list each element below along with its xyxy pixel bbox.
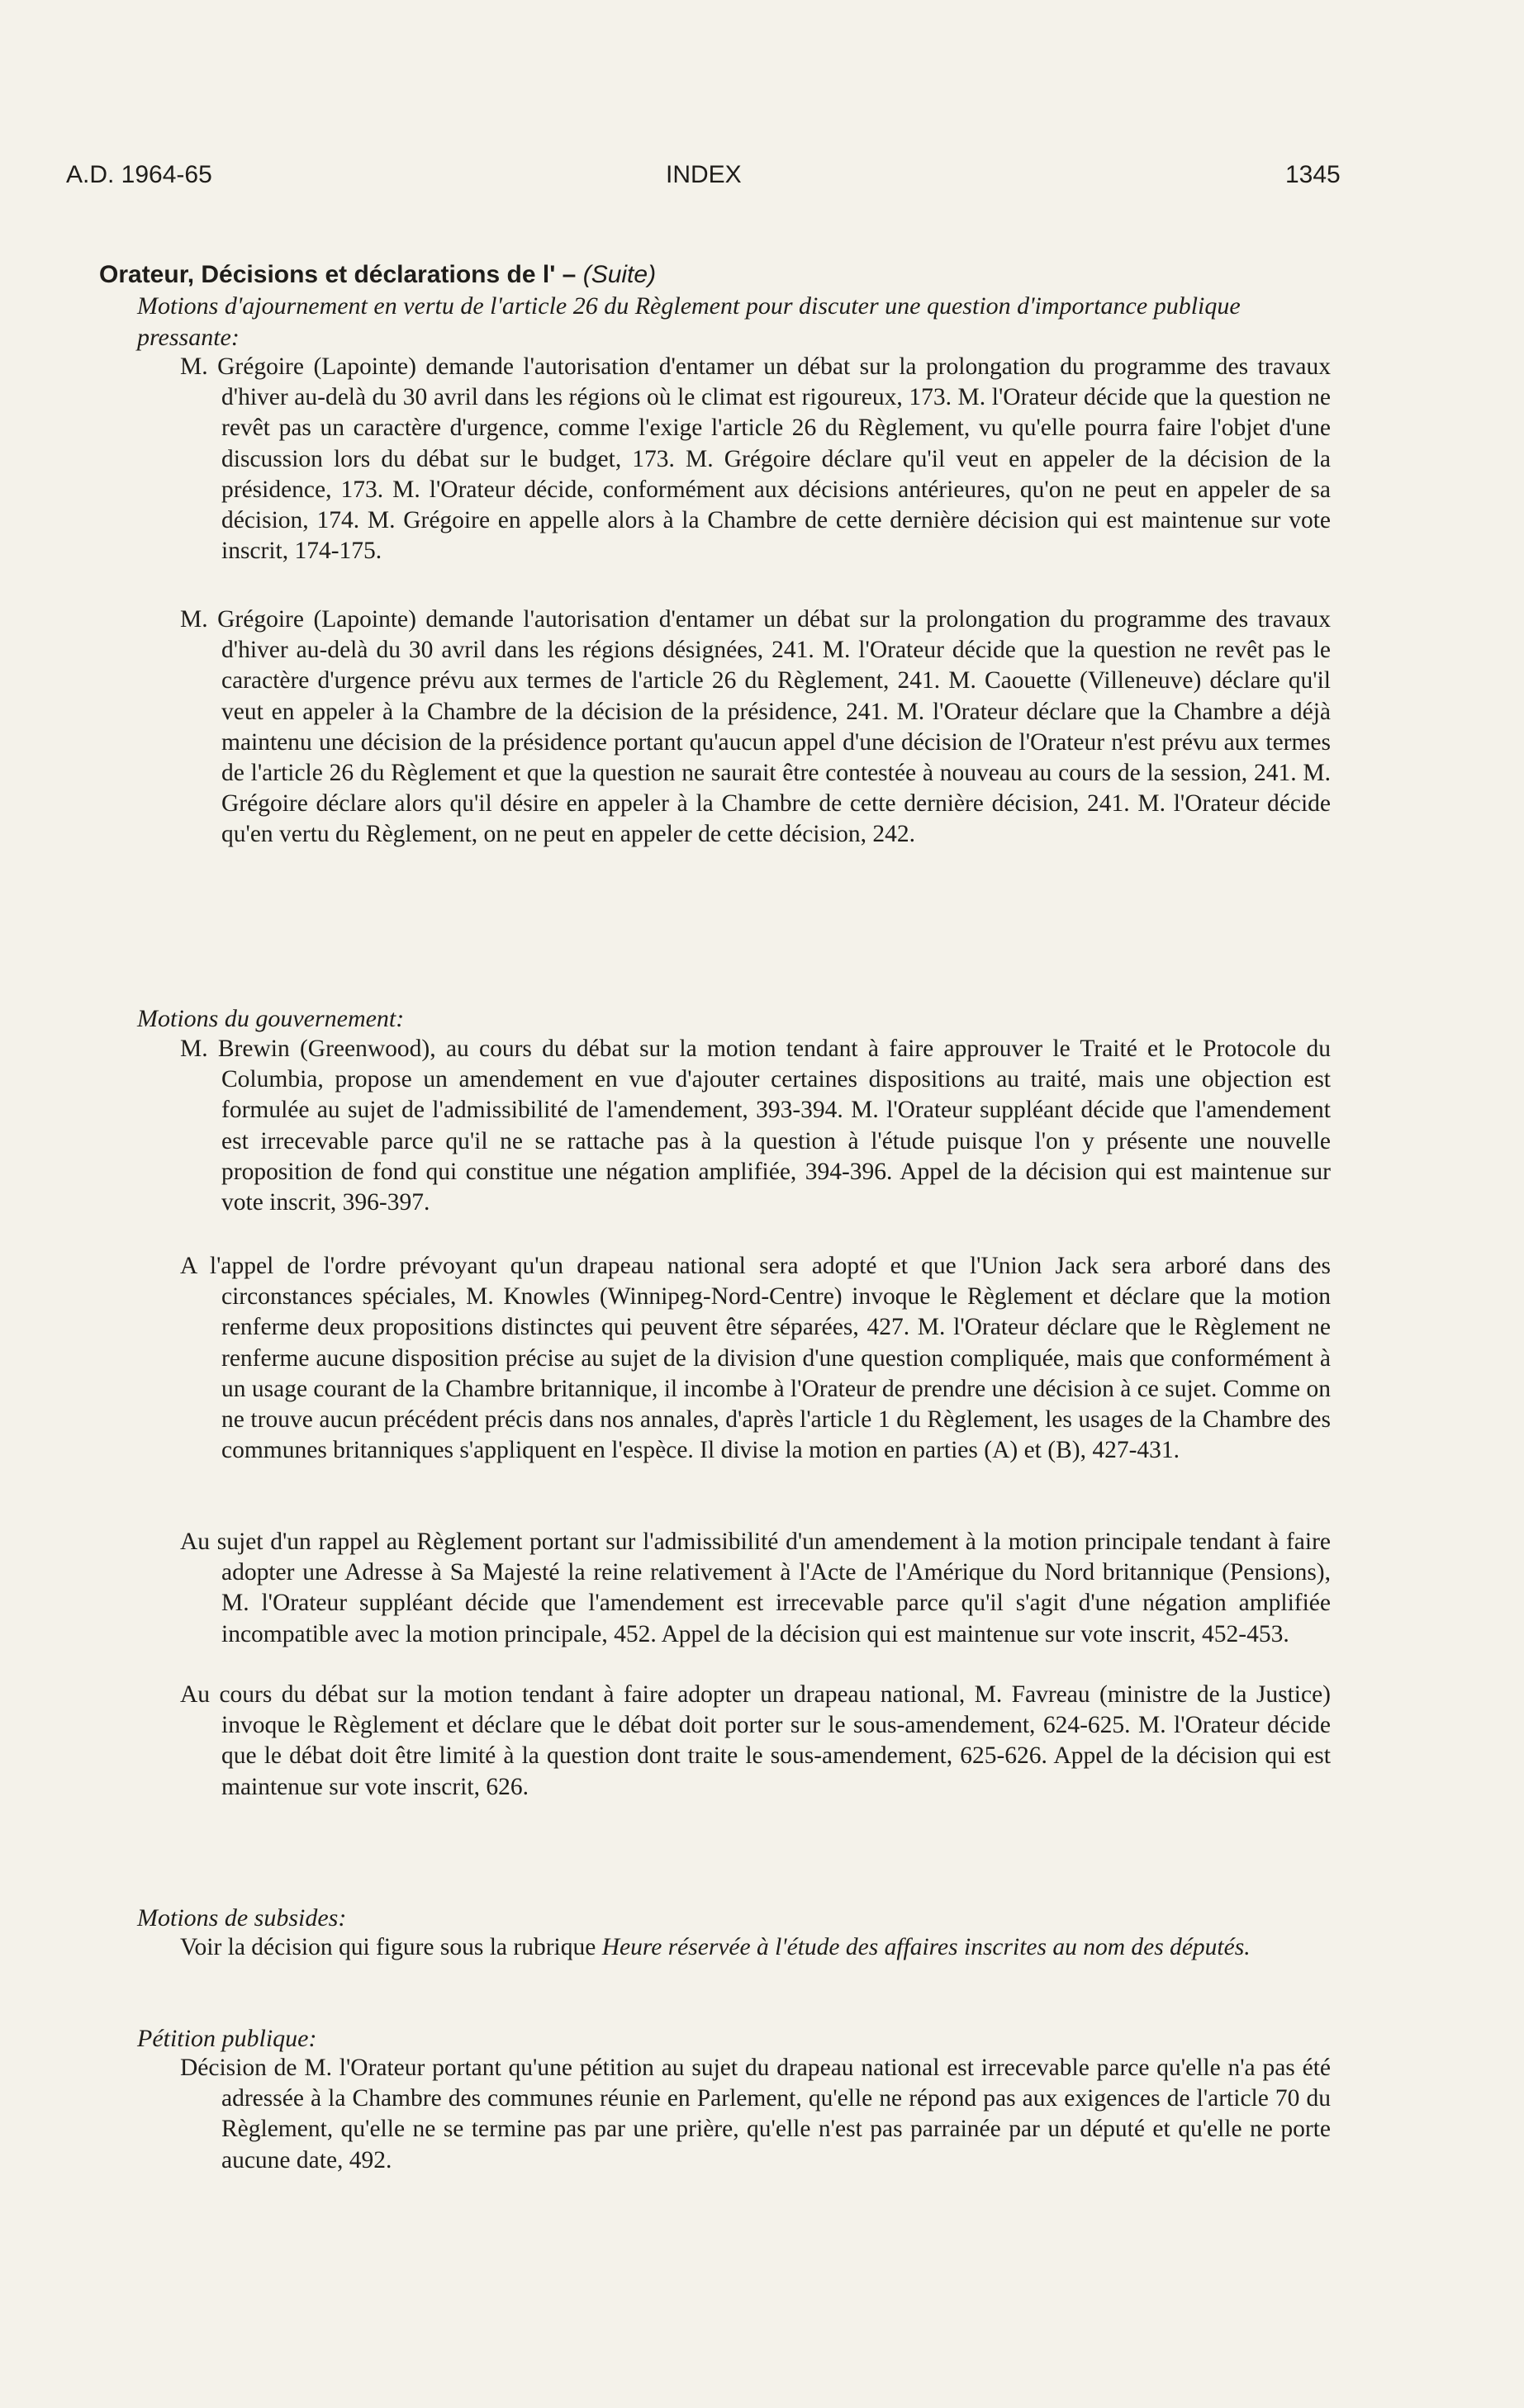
header-year: A.D. 1964-65 bbox=[66, 161, 212, 188]
heading-text: Orateur, Décisions et déclarations de l' – bbox=[99, 261, 583, 288]
entry-gouvernement-1: M. Brewin (Greenwood), au cours du débat sur la motion tendant à faire approuver le Traité et le Protocole du Columbia, propose un amendement en vue d'ajouter certaines dispositions au traité, mais une objection est formulée au sujet de l'admissibilité de l'amendement, 393-394. M. l'Orateur suppléant décide que l'amendement est irrecevable parce qu'il ne se rattache pas à la question à l'étude puisque l'on y présente une nouvelle proposition de fond qui constitue une négation amplifiée, 394-396. Appel de la décision qui est maintenue sur vote inscrit, 396-397. bbox=[180, 1036, 1331, 1216]
subsides-rubrique: Heure réservée à l'étude des affaires inscrites au nom des députés. bbox=[601, 1934, 1251, 1960]
section-title-ajournement: Motions d'ajournement en vertu de l'article 26 du Règlement pour discuter une question d'importance publique pressante: bbox=[137, 292, 1241, 351]
page-number: 1345 bbox=[1285, 161, 1341, 188]
section-title-gouvernement: Motions du gouvernement: bbox=[137, 1005, 405, 1032]
entry-gouvernement-4: Au cours du débat sur la motion tendant à faire adopter un drapeau national, M. Favreau (ministre de la Justice) invoque le Règlement et déclare que le débat doit porter sur le sous-amendement, 624-625. M. l'Orateur décide que le débat doit être limité à la question dont traite le sous-amendement, 625-626. Appel de la décision qui est maintenue sur vote inscrit, 626. bbox=[180, 1681, 1331, 1800]
entry-gouvernement-2: A l'appel de l'ordre prévoyant qu'un drapeau national sera adopté et que l'Union Jack sera arboré dans des circonstances spéciales, M. Knowles (Winnipeg-Nord-Centre) invoque le Règlement et déclare que la motion renferme deux propositions distinctes qui peuvent être séparées, 427. M. l'Orateur déclare que le Règlement ne renferme aucune disposition précise au sujet de la division d'une question compliquée, mais que conformément à un usage courant de la Chambre britannique, il incombe à l'Orateur de prendre une décision à ce sujet. Comme on ne trouve aucun précédent précis dans nos annales, d'après l'article 1 du Règlement, les usages de la Chambre des communes britanniques s'appliquent en l'espèce. Il divise la motion en parties (A) et (B), 427-431. bbox=[180, 1253, 1332, 1464]
entry-gouvernement-3: Au sujet d'un rappel au Règlement portant sur l'admissibilité d'un amendement à la motion principale tendant à faire adopter une Adresse à Sa Majesté la reine relativement à l'Acte de l'Amérique du Nord britannique (Pensions), M. l'Orateur suppléant décide que l'amendement est irrecevable parce qu'il s'agit d'une négation amplifiée incompatible avec la motion principale, 452. Appel de la décision qui est maintenue sur vote inscrit, 452-453. bbox=[180, 1529, 1331, 1647]
section-title-petition: Pétition publique: bbox=[137, 2025, 317, 2052]
entry-ajournement-1: M. Grégoire (Lapointe) demande l'autorisation d'entamer un débat sur la prolongation du programme des travaux d'hiver au-delà du 30 avril dans les régions où le climat est rigoureux, 173. M. l'Orateur décide que la question ne revêt pas un caractère d'urgence, comme l'exige l'article 26 du Règlement, vu qu'elle pourra faire l'objet d'une discussion lors du débat sur le budget, 173. M. Grégoire déclare qu'il veut en appeler de la décision de la présidence, 173. M. l'Orateur décide, conformément aux décisions antérieures, qu'on ne peut en appeler de sa décision, 174. M. Grégoire en appelle alors à la Chambre de cette dernière décision qui est maintenue sur vote inscrit, 174-175. bbox=[180, 353, 1331, 565]
entry-subsides-1 bbox=[180, 1932, 1331, 1963]
entry-petition-1: Décision de M. l'Orateur portant qu'une pétition au sujet du drapeau national est irrecevable parce qu'elle n'a pas été adressée à la Chambre des communes réunie en Parlement, qu'elle ne répond pas aux exigences de l'article 70 du Règlement, qu'elle ne se termine pas par une prière, qu'elle n'est pas parrainée par un député et qu'elle ne porte aucune date, 492. bbox=[180, 2055, 1331, 2173]
heading-suite: (Suite) bbox=[582, 261, 657, 288]
header-title: INDEX bbox=[666, 161, 742, 188]
section-title-subsides: Motions de subsides: bbox=[137, 1904, 347, 1932]
index-heading bbox=[99, 261, 656, 289]
entry-ajournement-2: M. Grégoire (Lapointe) demande l'autorisation d'entamer un débat sur la prolongation du programme des travaux d'hiver au-delà du 30 avril dans les régions désignées, 241. M. l'Orateur décide que la question ne revêt pas le caractère d'urgence prévu aux termes de l'article 26 du Règlement, 241. M. Caouette (Villeneuve) déclare qu'il veut en appeler à la Chambre de la décision de la présidence, 241. M. l'Orateur déclare que la Chambre a déjà maintenu une décision de la présidence portant qu'aucun appel d'une décision de l'Orateur n'est prévu aux termes de l'article 26 du Règlement et que la question ne saurait être contestée à nouveau au cours de la session, 241. M. Grégoire déclare alors qu'il désire en appeler à la Chambre de cette dernière décision, 241. M. l'Orateur décide qu'en vertu du Règlement, on ne peut en appeler de cette décision, 242. bbox=[180, 606, 1331, 848]
running-header bbox=[0, 161, 1524, 194]
subsides-prefix: Voir la décision qui figure sous la rubrique bbox=[180, 1934, 602, 1960]
